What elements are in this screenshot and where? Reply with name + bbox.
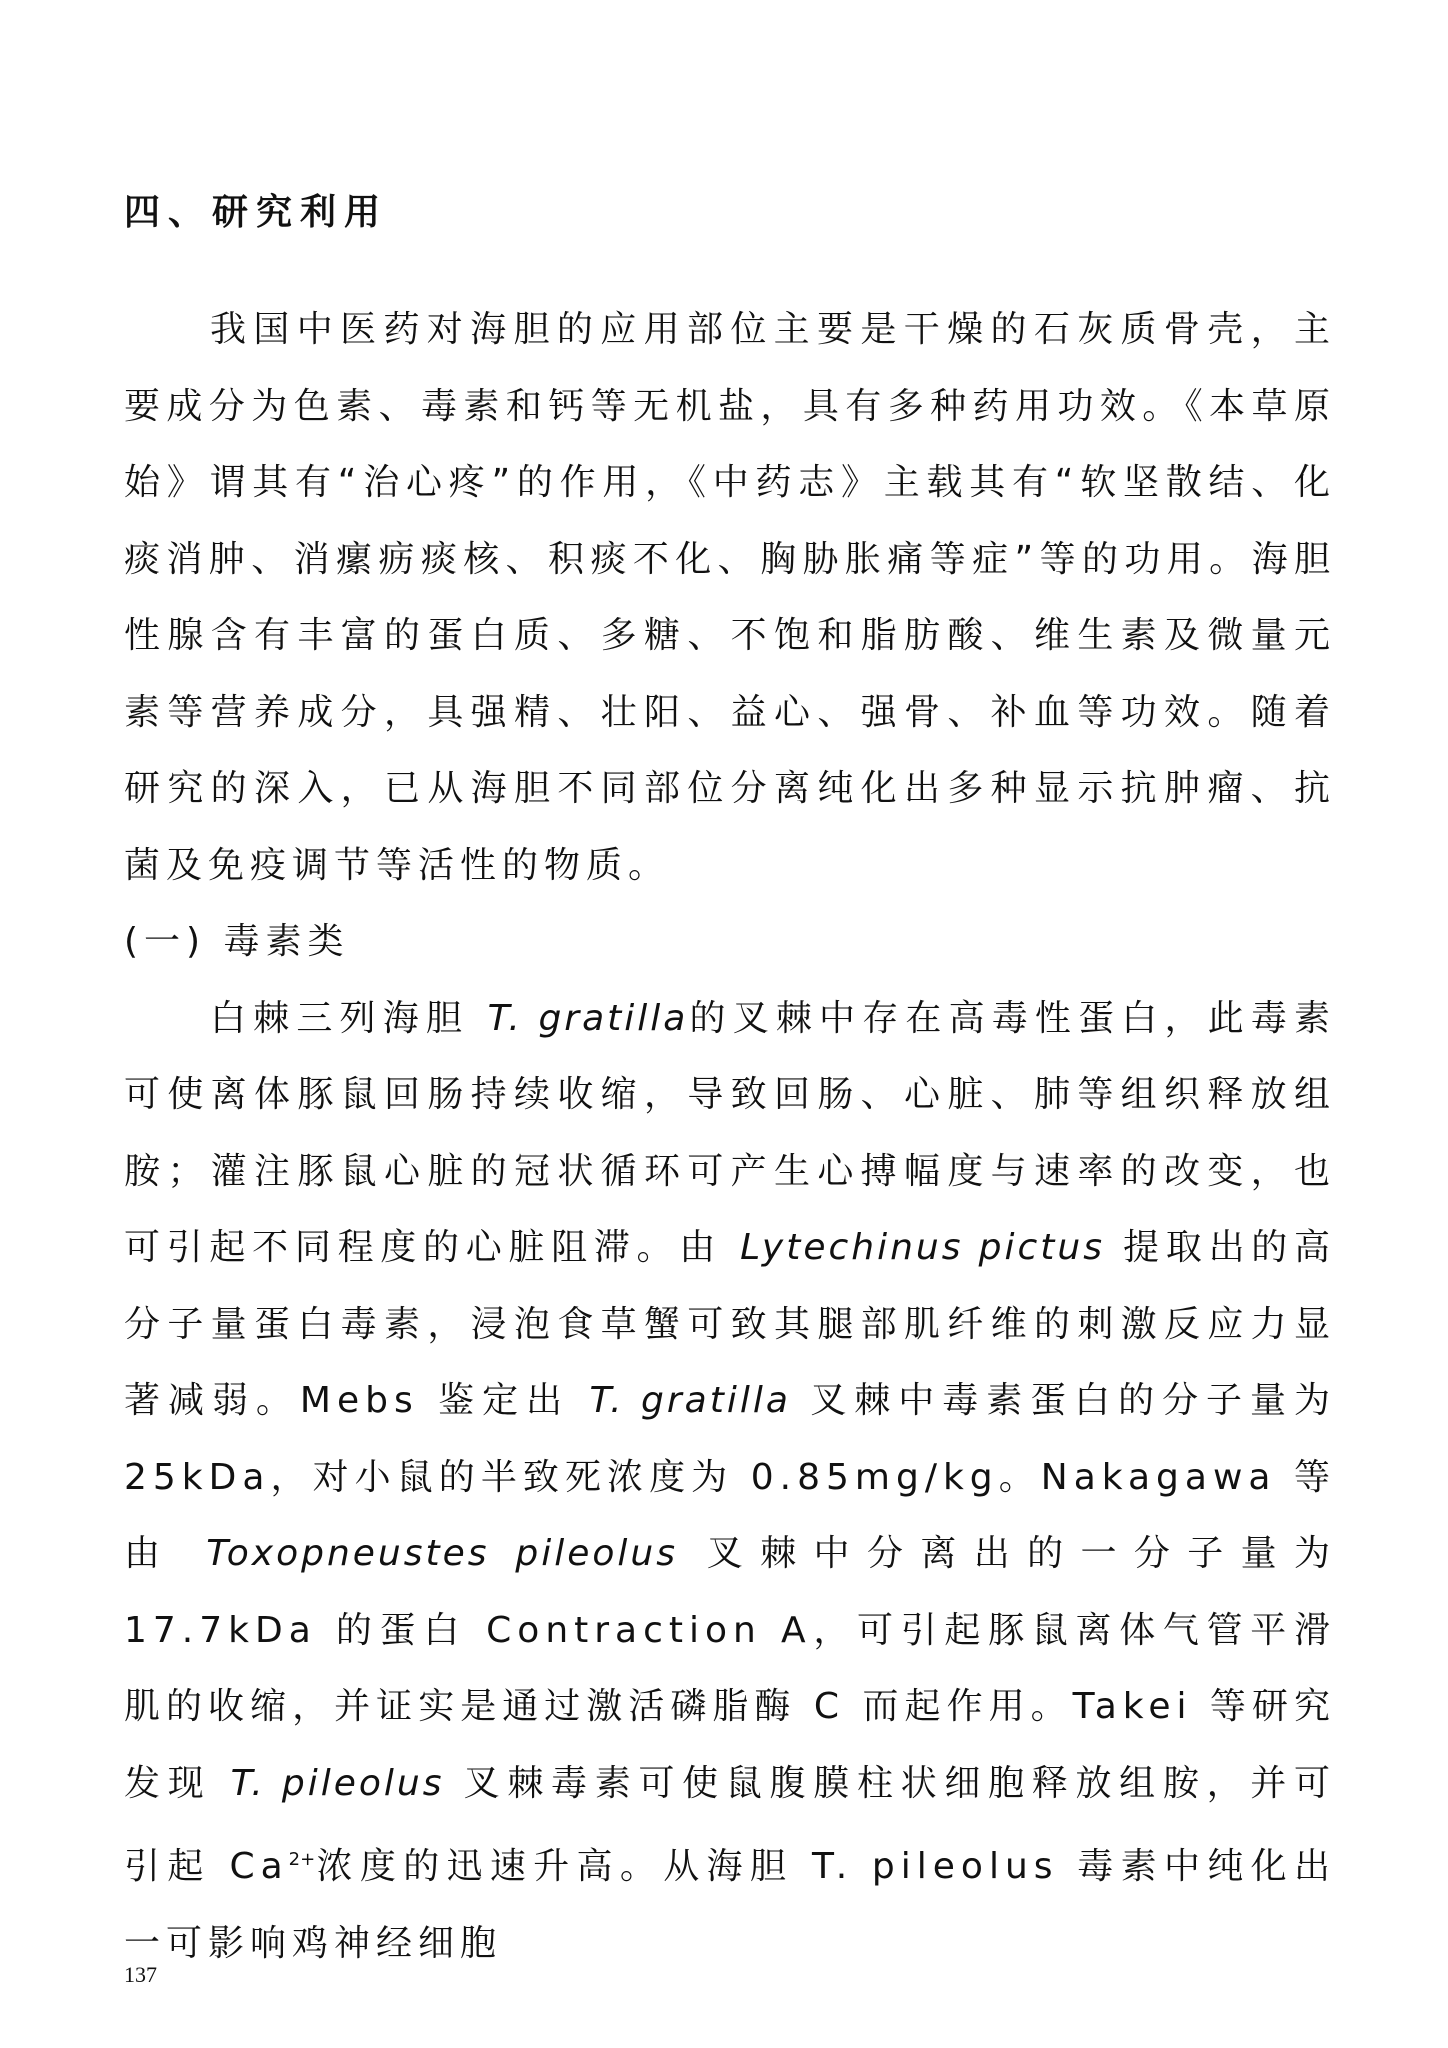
- text-segment: 的叉棘中存在高毒性蛋白，此毒素可使离体豚鼠回肠持续收缩，导致回肠、心脏、肺等组织释放组胺；灌注豚鼠心脏的冠状循环可产生心搏幅度与速率的改变，也可引起不同程度的心脏阻滞。由: [124, 997, 1336, 1268]
- body-text: [124, 292, 1336, 1982]
- page-number: 137: [124, 1962, 157, 1987]
- paragraph-medicinal-use: 我国中医药对海胆的应用部位主要是干燥的石灰质骨壳，主要成分为色素、毒素和钙等无机盐，具有多种药用功效。《本草原始》谓其有“治心疼”的作用，《中药志》主载其有“软坚散结、化痰消肿、消瘰疬痰核、积痰不化、胸胁胀痛等症”等的功用。海胆性腺含有丰富的蛋白质、多糖、不饱和脂肪酸、维生素及微量元素等营养成分，具强精、壮阳、益心、强骨、补血等功效。随着研究的深入，已从海胆不同部位分离纯化出多种显示抗肿瘤、抗菌及免疫调节等活性的物质。: [124, 309, 1336, 886]
- species-name: Toxopneustes pileolus: [206, 1533, 678, 1574]
- superscript-charge: 2+: [288, 1849, 316, 1870]
- species-name: T. gratilla: [589, 1380, 791, 1421]
- text-segment: 叉棘中毒素蛋白的分子量为 25kDa，对小鼠的半致死浓度为 0.85mg/kg。Nakagawa 等由: [124, 1380, 1336, 1574]
- text-segment: 叉棘中分离出的一分子量为 17.7kDa 的蛋白 Contraction A，可引起豚鼠离体气管平滑肌的收缩，并证实是通过激活磷脂酶 C 而起作用。Takei 等研究发现: [124, 1533, 1336, 1804]
- species-name: T. gratilla: [487, 997, 689, 1039]
- subsection-heading: (一) 毒素类: [124, 921, 350, 962]
- paragraph-toxins: [124, 981, 1336, 1983]
- section-heading: 四、研究利用: [124, 192, 389, 233]
- text-segment: 提取出的高分子量蛋白毒素，浸泡食草蟹可致其腿部肌纤维的刺激反应力显著减弱。Mebs 鉴定出: [124, 1227, 1336, 1421]
- text-segment: 白棘三列海胆: [210, 997, 488, 1039]
- text-segment: 叉棘毒素可使鼠腹膜柱状细胞释放组胺，并可引起 Ca: [124, 1762, 1336, 1887]
- species-name: T. pileolus: [230, 1762, 445, 1804]
- text-segment: 浓度的迅速升高。从海胆 T. pileolus 毒素中纯化出一可影响鸡神经细胞: [124, 1846, 1336, 1964]
- species-name: Lytechinus pictus: [740, 1227, 1105, 1268]
